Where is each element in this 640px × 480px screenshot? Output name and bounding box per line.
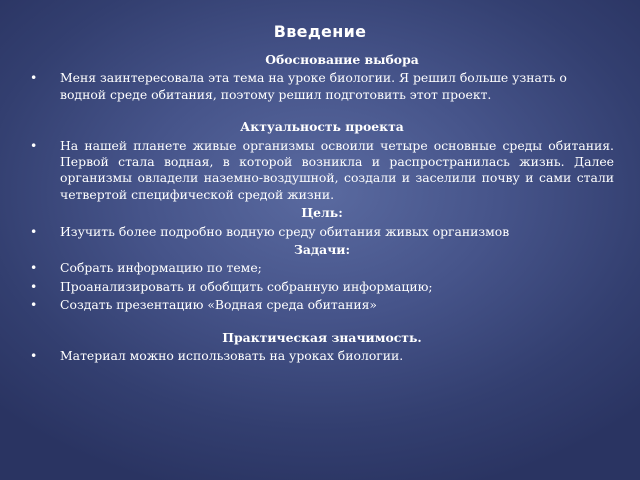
bullet-list-goal	[30, 224, 614, 240]
list-item-text: Изучить более подробно водную среду обитания живых организмов	[60, 223, 510, 239]
list-item-text: На нашей планете живые организмы освоили четыре основные среды обитания. Первой стала водная, в которой возникла и распространилась жизнь. Далее организмы овладели наземно-воздушной, создали и заселили почву и сами стали четвертой специфической средой жизни.	[60, 137, 614, 202]
bullet-icon: •	[30, 223, 38, 239]
bullet-icon: •	[30, 137, 38, 153]
list-item	[30, 224, 614, 240]
section-heading-goal: Цель:	[301, 205, 343, 221]
section-tasks	[30, 242, 614, 314]
bullet-icon: •	[30, 70, 38, 86]
list-item	[30, 260, 614, 276]
bullet-icon: •	[30, 348, 38, 364]
list-item-text: Меня заинтересовала эта тема на уроке биологии. Я решил больше узнать о водной среде обитания, поэтому решил подготовить этот проект.	[60, 70, 567, 102]
section-heading-tasks: Задачи:	[293, 242, 351, 258]
bullet-list-significance	[30, 348, 614, 364]
list-item-text: Собрать информацию по теме;	[60, 260, 262, 276]
bullet-list-tasks	[30, 260, 614, 313]
list-item	[30, 70, 614, 103]
section-goal	[30, 205, 614, 240]
bullet-list-relevance	[30, 138, 614, 204]
list-item	[30, 297, 614, 313]
list-item	[30, 279, 614, 295]
slide-title: Введение	[273, 22, 367, 41]
bullet-list-choice	[30, 70, 614, 103]
list-item-text: Создать презентацию «Водная среда обитания»	[60, 297, 377, 313]
section-heading-relevance: Актуальность проекта	[240, 119, 404, 135]
bullet-icon: •	[30, 260, 38, 276]
list-item	[30, 138, 614, 204]
section-heading-choice: Обоснование выбора	[265, 52, 419, 67]
list-item	[30, 348, 614, 364]
section-significance	[30, 330, 614, 365]
section-relevance	[30, 119, 614, 203]
section-heading-significance: Практическая значимость.	[222, 329, 422, 345]
list-item-text: Проанализировать и обобщить собранную информацию;	[60, 278, 433, 294]
list-item-text: Материал можно использовать на уроках биологии.	[60, 348, 404, 364]
bullet-icon: •	[30, 297, 38, 313]
slide-content	[30, 52, 614, 367]
section-choice	[30, 52, 614, 103]
bullet-icon: •	[30, 278, 38, 294]
